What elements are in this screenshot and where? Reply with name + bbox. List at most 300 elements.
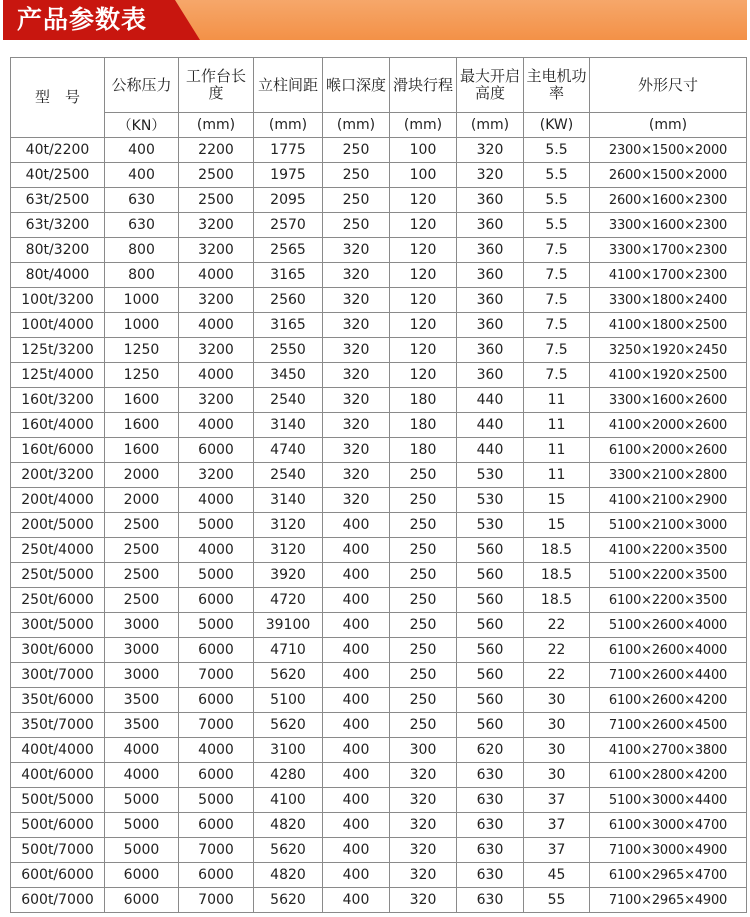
model-cell: 600t/7000 [11,888,105,913]
value-cell: 6100×2600×4000 [590,638,747,663]
value-cell: 3300×1600×2600 [590,388,747,413]
model-cell: 500t/5000 [11,788,105,813]
value-cell: 3500 [105,688,179,713]
value-cell: 6000 [105,888,179,913]
value-cell: 2000 [105,488,179,513]
value-cell: 320 [323,463,390,488]
value-cell: 5.5 [524,188,590,213]
value-cell: 180 [390,413,457,438]
value-cell: 5620 [254,888,323,913]
unit-cell: (mm) [179,113,254,138]
value-cell: 3000 [105,638,179,663]
model-cell: 100t/3200 [11,288,105,313]
table-row [11,413,747,438]
value-cell: 1000 [105,313,179,338]
value-cell: 400 [323,738,390,763]
value-cell: 1250 [105,338,179,363]
value-cell: 3450 [254,363,323,388]
value-cell: 360 [457,288,524,313]
value-cell: 3920 [254,563,323,588]
value-cell: 440 [457,388,524,413]
table-row [11,263,747,288]
value-cell: 560 [457,588,524,613]
value-cell: 360 [457,263,524,288]
value-cell: 320 [457,163,524,188]
unit-cell: (mm) [457,113,524,138]
value-cell: 4000 [179,538,254,563]
value-cell: 630 [105,213,179,238]
value-cell: 120 [390,263,457,288]
value-cell: 4720 [254,588,323,613]
value-cell: 7.5 [524,363,590,388]
table-row [11,688,747,713]
value-cell: 320 [323,263,390,288]
value-cell: 2500 [179,188,254,213]
value-cell: 11 [524,463,590,488]
model-cell: 300t/7000 [11,663,105,688]
value-cell: 1600 [105,388,179,413]
value-cell: 560 [457,638,524,663]
value-cell: 3140 [254,413,323,438]
model-cell: 250t/4000 [11,538,105,563]
value-cell: 320 [457,138,524,163]
value-cell: 6000 [179,763,254,788]
table-row [11,188,747,213]
unit-cell: (KW) [524,113,590,138]
model-cell: 160t/4000 [11,413,105,438]
value-cell: 320 [390,838,457,863]
model-cell: 250t/5000 [11,563,105,588]
value-cell: 3000 [105,613,179,638]
value-cell: 300 [390,738,457,763]
table-row [11,313,747,338]
model-cell: 500t/7000 [11,838,105,863]
value-cell: 6000 [179,813,254,838]
value-cell: 1600 [105,438,179,463]
unit-cell: (mm) [254,113,323,138]
model-cell: 40t/2500 [11,163,105,188]
value-cell: 4100×2700×3800 [590,738,747,763]
value-cell: 22 [524,663,590,688]
table-row [11,663,747,688]
value-cell: 4000 [179,413,254,438]
table-row [11,338,747,363]
value-cell: 4000 [105,738,179,763]
value-cell: 250 [390,588,457,613]
value-cell: 440 [457,438,524,463]
value-cell: 560 [457,563,524,588]
value-cell: 37 [524,838,590,863]
value-cell: 2500 [179,163,254,188]
value-cell: 400 [323,688,390,713]
table-row [11,763,747,788]
value-cell: 3300×1800×2400 [590,288,747,313]
value-cell: 5100×2100×3000 [590,513,747,538]
model-cell: 100t/4000 [11,313,105,338]
value-cell: 250 [390,613,457,638]
value-cell: 5000 [179,613,254,638]
value-cell: 5000 [179,788,254,813]
value-cell: 400 [323,513,390,538]
value-cell: 4710 [254,638,323,663]
value-cell: 400 [105,138,179,163]
value-cell: 250 [390,638,457,663]
value-cell: 3200 [179,388,254,413]
column-header-nominal-force: 公称压力 [105,58,179,113]
value-cell: 7.5 [524,263,590,288]
value-cell: 7000 [179,838,254,863]
model-cell: 160t/3200 [11,388,105,413]
value-cell: 3200 [179,338,254,363]
value-cell: 2570 [254,213,323,238]
value-cell: 5100×2200×3500 [590,563,747,588]
value-cell: 2500 [105,563,179,588]
column-header-main-motor-power: 主电机功率 [524,58,590,113]
value-cell: 1000 [105,288,179,313]
value-cell: 400 [323,588,390,613]
table-row [11,788,747,813]
table-row [11,588,747,613]
value-cell: 560 [457,663,524,688]
table-row [11,863,747,888]
value-cell: 2500 [105,588,179,613]
value-cell: 7.5 [524,288,590,313]
value-cell: 5.5 [524,138,590,163]
model-cell: 200t/5000 [11,513,105,538]
value-cell: 3300×1600×2300 [590,213,747,238]
value-cell: 180 [390,388,457,413]
value-cell: 250 [323,188,390,213]
value-cell: 6100×2800×4200 [590,763,747,788]
value-cell: 2500 [105,538,179,563]
value-cell: 250 [390,663,457,688]
value-cell: 7100×2600×4400 [590,663,747,688]
value-cell: 560 [457,538,524,563]
value-cell: 630 [457,763,524,788]
value-cell: 360 [457,338,524,363]
value-cell: 530 [457,488,524,513]
value-cell: 6000 [179,588,254,613]
value-cell: 7000 [179,663,254,688]
units-row [11,113,747,138]
value-cell: 5.5 [524,213,590,238]
value-cell: 37 [524,813,590,838]
value-cell: 2565 [254,238,323,263]
model-cell: 300t/6000 [11,638,105,663]
column-header-slide-stroke: 滑块行程 [390,58,457,113]
model-cell: 125t/4000 [11,363,105,388]
value-cell: 4000 [179,488,254,513]
value-cell: 320 [323,438,390,463]
value-cell: 400 [323,788,390,813]
model-cell: 600t/6000 [11,863,105,888]
value-cell: 3140 [254,488,323,513]
value-cell: 22 [524,613,590,638]
value-cell: 11 [524,388,590,413]
value-cell: 4100×1800×2500 [590,313,747,338]
value-cell: 3120 [254,538,323,563]
value-cell: 3300×2100×2800 [590,463,747,488]
value-cell: 320 [323,238,390,263]
table-row [11,288,747,313]
value-cell: 5100×3000×4400 [590,788,747,813]
value-cell: 630 [457,813,524,838]
value-cell: 250 [390,513,457,538]
value-cell: 320 [323,288,390,313]
value-cell: 630 [457,788,524,813]
value-cell: 250 [323,138,390,163]
value-cell: 4100×1920×2500 [590,363,747,388]
value-cell: 320 [390,888,457,913]
value-cell: 2095 [254,188,323,213]
value-cell: 630 [457,838,524,863]
value-cell: 800 [105,263,179,288]
value-cell: 620 [457,738,524,763]
value-cell: 30 [524,763,590,788]
value-cell: 6100×2965×4700 [590,863,747,888]
value-cell: 4740 [254,438,323,463]
value-cell: 360 [457,363,524,388]
value-cell: 440 [457,413,524,438]
value-cell: 4100 [254,788,323,813]
value-cell: 630 [457,863,524,888]
value-cell: 400 [323,563,390,588]
value-cell: 400 [323,888,390,913]
value-cell: 6100×2600×4200 [590,688,747,713]
value-cell: 3120 [254,513,323,538]
value-cell: 18.5 [524,588,590,613]
value-cell: 1775 [254,138,323,163]
value-cell: 3200 [179,238,254,263]
value-cell: 320 [323,313,390,338]
table-body [11,138,747,913]
value-cell: 2000 [105,463,179,488]
value-cell: 6000 [179,863,254,888]
model-cell: 63t/2500 [11,188,105,213]
value-cell: 2600×1600×2300 [590,188,747,213]
value-cell: 7.5 [524,313,590,338]
value-cell: 120 [390,338,457,363]
unit-cell: (mm) [323,113,390,138]
model-cell: 300t/5000 [11,613,105,638]
table-row [11,738,747,763]
model-cell: 350t/7000 [11,713,105,738]
value-cell: 15 [524,488,590,513]
banner-stripe [173,0,747,40]
model-cell: 40t/2200 [11,138,105,163]
value-cell: 2560 [254,288,323,313]
value-cell: 320 [390,763,457,788]
model-cell: 500t/6000 [11,813,105,838]
value-cell: 30 [524,738,590,763]
value-cell: 250 [390,688,457,713]
value-cell: 400 [323,713,390,738]
unit-cell: (mm) [590,113,747,138]
table-row [11,813,747,838]
value-cell: 7000 [179,713,254,738]
value-cell: 4000 [179,363,254,388]
value-cell: 560 [457,688,524,713]
value-cell: 400 [323,638,390,663]
value-cell: 5000 [179,513,254,538]
value-cell: 2540 [254,388,323,413]
table-row [11,613,747,638]
table-row [11,713,747,738]
value-cell: 2500 [105,513,179,538]
value-cell: 55 [524,888,590,913]
value-cell: 3200 [179,288,254,313]
value-cell: 360 [457,238,524,263]
value-cell: 18.5 [524,563,590,588]
value-cell: 2550 [254,338,323,363]
value-cell: 1250 [105,363,179,388]
page-title: 产品参数表 [17,5,148,34]
unit-cell: (mm) [390,113,457,138]
value-cell: 5620 [254,663,323,688]
value-cell: 320 [390,863,457,888]
table-row [11,488,747,513]
value-cell: 3000 [105,663,179,688]
value-cell: 630 [457,888,524,913]
value-cell: 320 [390,788,457,813]
table-row [11,638,747,663]
value-cell: 800 [105,238,179,263]
value-cell: 30 [524,688,590,713]
value-cell: 320 [390,813,457,838]
value-cell: 3200 [179,463,254,488]
value-cell: 4820 [254,813,323,838]
value-cell: 250 [390,713,457,738]
value-cell: 3100 [254,738,323,763]
value-cell: 250 [390,563,457,588]
value-cell: 7100×2600×4500 [590,713,747,738]
column-header-max-opening-height: 最大开启高度 [457,58,524,113]
value-cell: 250 [390,538,457,563]
value-cell: 2540 [254,463,323,488]
value-cell: 400 [323,863,390,888]
value-cell: 2300×1500×2000 [590,138,747,163]
value-cell: 530 [457,463,524,488]
value-cell: 6000 [179,438,254,463]
model-cell: 200t/4000 [11,488,105,513]
value-cell: 120 [390,213,457,238]
value-cell: 6000 [105,863,179,888]
value-cell: 37 [524,788,590,813]
column-header-throat-depth: 喉口深度 [323,58,390,113]
value-cell: 630 [105,188,179,213]
column-header-table-length: 工作台长度 [179,58,254,113]
value-cell: 320 [323,363,390,388]
value-cell: 1600 [105,413,179,438]
value-cell: 530 [457,513,524,538]
value-cell: 560 [457,613,524,638]
value-cell: 5620 [254,838,323,863]
value-cell: 6000 [179,638,254,663]
value-cell: 4820 [254,863,323,888]
value-cell: 7.5 [524,238,590,263]
table-row [11,563,747,588]
table-row [11,463,747,488]
value-cell: 2600×1500×2000 [590,163,747,188]
table-row [11,438,747,463]
value-cell: 180 [390,438,457,463]
model-cell: 350t/6000 [11,688,105,713]
value-cell: 7000 [179,888,254,913]
value-cell: 6000 [179,688,254,713]
value-cell: 560 [457,713,524,738]
table-row [11,838,747,863]
table-row [11,363,747,388]
model-cell: 400t/6000 [11,763,105,788]
column-header-model: 型 号 [11,58,105,138]
value-cell: 400 [323,538,390,563]
value-cell: 4000 [179,313,254,338]
model-cell: 400t/4000 [11,738,105,763]
value-cell: 250 [390,488,457,513]
value-cell: 360 [457,188,524,213]
model-cell: 80t/3200 [11,238,105,263]
column-header-overall-dimensions: 外形尺寸 [590,58,747,113]
value-cell: 250 [323,163,390,188]
value-cell: 320 [323,413,390,438]
value-cell: 3165 [254,313,323,338]
table-row [11,513,747,538]
value-cell: 7100×3000×4900 [590,838,747,863]
value-cell: 15 [524,513,590,538]
value-cell: 320 [323,388,390,413]
value-cell: 6100×3000×4700 [590,813,747,838]
value-cell: 120 [390,188,457,213]
value-cell: 400 [323,613,390,638]
value-cell: 120 [390,238,457,263]
value-cell: 30 [524,713,590,738]
value-cell: 3250×1920×2450 [590,338,747,363]
value-cell: 5100×2600×4000 [590,613,747,638]
value-cell: 18.5 [524,538,590,563]
value-cell: 3200 [179,213,254,238]
unit-cell: （KN） [105,113,179,138]
table-row [11,888,747,913]
value-cell: 400 [323,763,390,788]
value-cell: 2200 [179,138,254,163]
section-banner [3,0,747,40]
table-row [11,238,747,263]
value-cell: 320 [323,488,390,513]
value-cell: 6100×2200×3500 [590,588,747,613]
model-cell: 63t/3200 [11,213,105,238]
product-parameter-table [10,57,747,913]
value-cell: 120 [390,288,457,313]
value-cell: 45 [524,863,590,888]
value-cell: 7.5 [524,338,590,363]
header-row [11,58,747,113]
value-cell: 5.5 [524,163,590,188]
value-cell: 39100 [254,613,323,638]
value-cell: 250 [390,463,457,488]
model-cell: 200t/3200 [11,463,105,488]
value-cell: 360 [457,213,524,238]
value-cell: 100 [390,138,457,163]
value-cell: 100 [390,163,457,188]
value-cell: 11 [524,413,590,438]
value-cell: 5000 [105,838,179,863]
value-cell: 4000 [105,763,179,788]
value-cell: 5620 [254,713,323,738]
value-cell: 360 [457,313,524,338]
table-row [11,163,747,188]
value-cell: 3165 [254,263,323,288]
value-cell: 4280 [254,763,323,788]
